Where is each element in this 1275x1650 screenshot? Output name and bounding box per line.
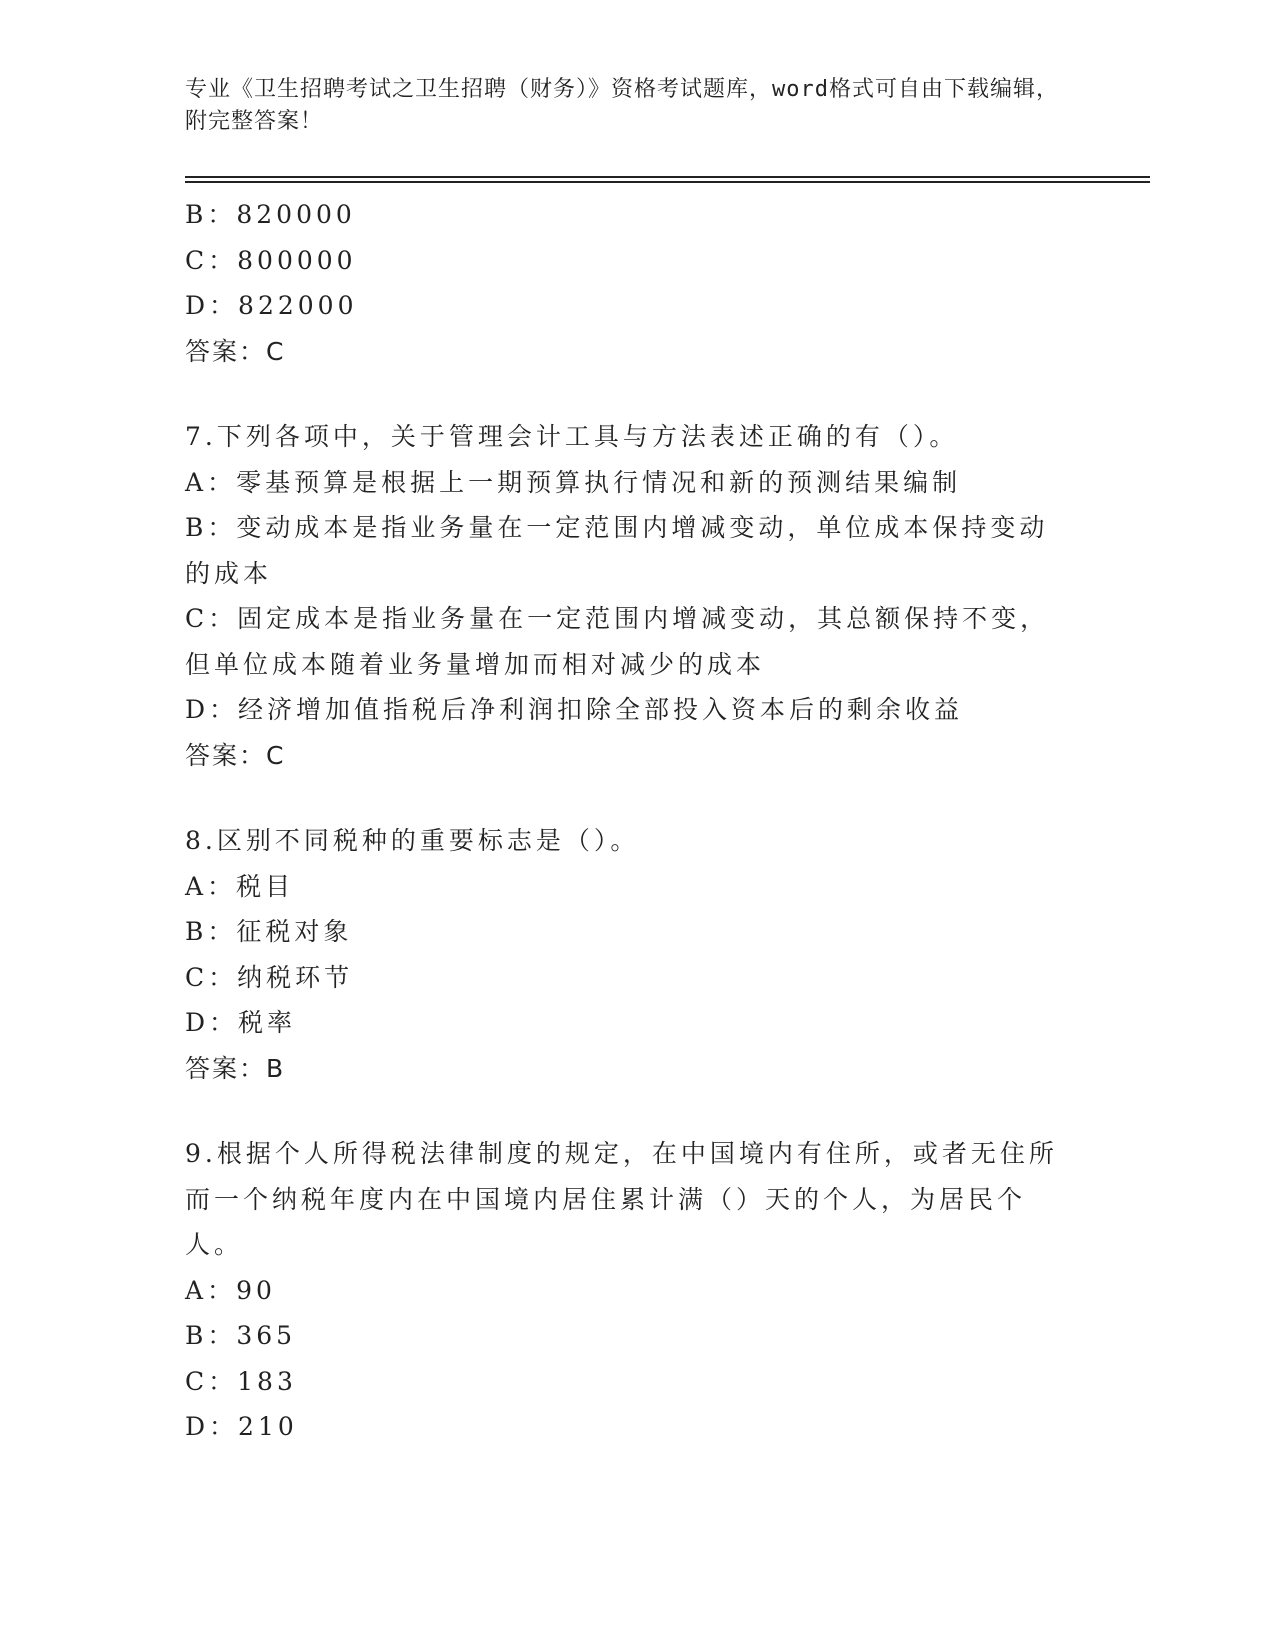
answer-line: 答案：C xyxy=(185,740,286,770)
header-divider-bottom xyxy=(185,181,1150,183)
option-a: A：零基预算是根据上一期预算执行情况和新的预测结果编制 xyxy=(185,467,962,497)
option-c: C：800000 xyxy=(185,245,357,275)
question-content xyxy=(185,192,1075,1450)
option-d: D：210 xyxy=(185,1412,298,1441)
option-d: D：税率 xyxy=(185,1008,297,1037)
document-header: 专业《卫生招聘考试之卫生招聘（财务）》资格考试题库，word格式可自由下载编辑，附完整答案！ xyxy=(185,77,1059,134)
option-b: B：变动成本是指业务量在一定范围内增减变动，单位成本保持变动的成本 xyxy=(185,513,1049,588)
question-stem: 8.区别不同税种的重要标志是（）。 xyxy=(185,826,640,855)
option-d: D：经济增加值指税后净利润扣除全部投入资本后的剩余收益 xyxy=(185,695,964,724)
option-c: C：183 xyxy=(185,1366,297,1396)
answer-line: 答案：C xyxy=(185,336,286,366)
option-a: A：税目 xyxy=(185,871,295,901)
option-a: A：90 xyxy=(185,1275,276,1305)
option-c: C：固定成本是指业务量在一定范围内增减变动，其总额保持不变，但单位成本随着业务量增加而相对减少的成本 xyxy=(185,604,1050,679)
option-b: B：365 xyxy=(185,1321,297,1350)
header-divider-top xyxy=(185,176,1150,178)
option-c: C：纳税环节 xyxy=(185,962,354,992)
question-stem: 9.根据个人所得税法律制度的规定，在中国境内有住所，或者无住所而一个纳税年度内在中国境内居住累计满（）天的个人，为居民个人。 xyxy=(185,1139,1058,1259)
option-b: B：征税对象 xyxy=(185,917,353,946)
question-stem: 7.下列各项中，关于管理会计工具与方法表述正确的有（）。 xyxy=(185,422,959,451)
answer-line: 答案：B xyxy=(185,1053,286,1083)
option-b: B：820000 xyxy=(185,200,356,229)
option-d: D：822000 xyxy=(185,291,358,320)
